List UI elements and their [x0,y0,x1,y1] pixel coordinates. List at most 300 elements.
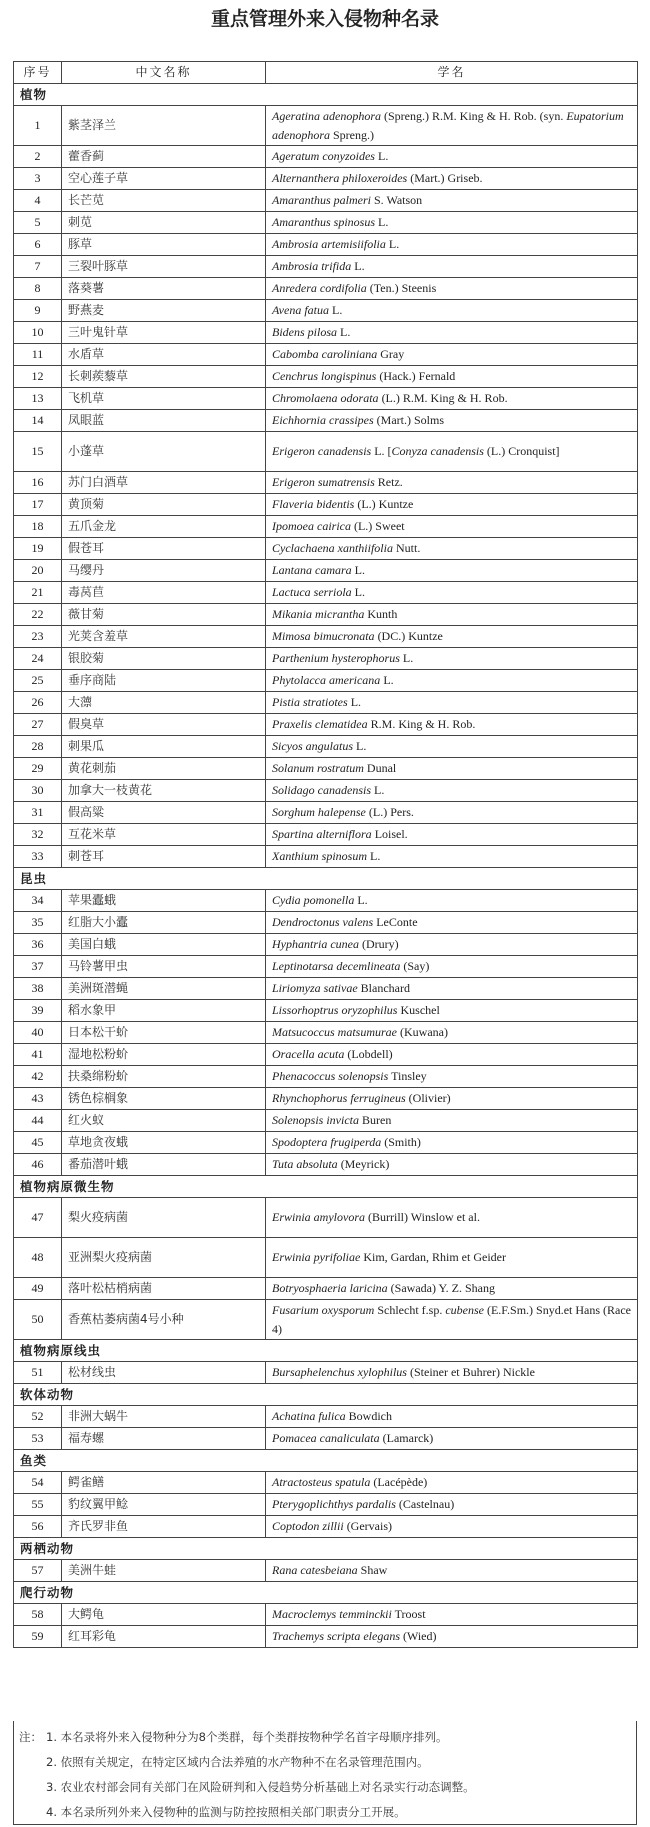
chinese-name: 空心莲子草 [62,168,266,190]
row-number: 39 [14,1000,62,1022]
scientific-name [266,1238,638,1278]
chinese-name: 三裂叶豚草 [62,256,266,278]
scientific-name-italic: Macroclemys temminckii [272,1607,392,1621]
chinese-name: 梨火疫病菌 [62,1198,266,1238]
table-row [14,1278,638,1300]
scientific-name-authority: R.M. King & H. Rob. [367,717,476,731]
row-number: 16 [14,472,62,494]
scientific-name-authority: (Castelnau) [395,1497,455,1511]
scientific-name-italic: Sicyos angulatus [272,739,353,753]
table-row [14,956,638,978]
row-number: 43 [14,1088,62,1110]
scientific-name [266,366,638,388]
chinese-name: 香蕉枯萎病菌4号小种 [62,1300,266,1340]
scientific-name [266,758,638,780]
scientific-name-authority: (Ten.) Steenis [366,281,437,295]
table-row [14,538,638,560]
category-label: 植物病原线虫 [14,1340,638,1362]
row-number: 9 [14,300,62,322]
table-row [14,1406,638,1428]
table-row [14,366,638,388]
chinese-name: 互花米草 [62,824,266,846]
row-number: 17 [14,494,62,516]
notes-lead: 注： [19,1730,42,1744]
species-table [13,61,638,1648]
scientific-name-authority: L. [351,585,366,599]
table-row [14,582,638,604]
scientific-name-italic: Ageratum conyzoides [272,149,375,163]
scientific-name-authority: (E.F.Sm.) Snyd.et Hans (Race 4) [272,1302,632,1336]
scientific-name-italic: Spartina alterniflora [272,827,372,841]
scientific-name-italic: Achatina fulica [272,1409,346,1423]
row-number: 12 [14,366,62,388]
note-text: 3. 农业农村部会同有关部门在风险研判和入侵趋势分析基础上对名录实行动态调整。 [46,1780,475,1794]
table-row [14,1494,638,1516]
chinese-name: 刺果瓜 [62,736,266,758]
chinese-name: 苏门白酒草 [62,472,266,494]
row-number: 38 [14,978,62,1000]
chinese-name: 大鳄龟 [62,1604,266,1626]
scientific-name-authority: (L.) R.M. King & H. Rob. [378,391,508,405]
scientific-name-authority: Retz. [374,475,403,489]
chinese-name: 飞机草 [62,388,266,410]
chinese-name: 假臭草 [62,714,266,736]
scientific-name [266,410,638,432]
table-row [14,388,638,410]
scientific-name-italic: Flaveria bidentis [272,497,355,511]
scientific-name-italic: Eupatorium adenophora [272,108,624,142]
scientific-name-authority: (Smith) [381,1135,421,1149]
scientific-name [266,212,638,234]
row-number: 35 [14,912,62,934]
scientific-name [266,582,638,604]
chinese-name: 五爪金龙 [62,516,266,538]
chinese-name: 毒莴苣 [62,582,266,604]
scientific-name-authority: L. [351,259,365,273]
scientific-name-authority: Dunal [363,761,397,775]
category-label: 昆虫 [14,868,638,890]
scientific-name [266,432,638,472]
table-row [14,1472,638,1494]
note-line [14,1800,636,1825]
table-row [14,1066,638,1088]
table-row [14,1626,638,1648]
chinese-name: 假苍耳 [62,538,266,560]
category-row [14,1538,638,1560]
scientific-name-italic: Xanthium spinosum [272,849,368,863]
scientific-name [266,978,638,1000]
chinese-name: 湿地松粉蚧 [62,1044,266,1066]
header-chinese-name: 中文名称 [62,62,266,84]
table-row [14,146,638,168]
chinese-name: 假高粱 [62,802,266,824]
chinese-name: 三叶鬼针草 [62,322,266,344]
scientific-name-italic: cubense [445,1302,484,1317]
row-number: 36 [14,934,62,956]
scientific-name-authority: (Wied) [400,1629,437,1643]
category-row [14,1340,638,1362]
scientific-name-italic: Avena fatua [272,303,329,317]
chinese-name: 稻水象甲 [62,1000,266,1022]
scientific-name-italic: Botryosphaeria laricina [272,1281,388,1295]
scientific-name [266,472,638,494]
chinese-name: 水盾草 [62,344,266,366]
chinese-name: 齐氏罗非鱼 [62,1516,266,1538]
note-line [14,1775,636,1800]
scientific-name-authority: L. [347,695,362,709]
table-row [14,714,638,736]
scientific-name-authority: Troost [391,1607,426,1621]
scientific-name-italic: Coptodon zillii [272,1519,344,1533]
scientific-name [266,1560,638,1582]
chinese-name: 薇甘菊 [62,604,266,626]
category-row [14,1450,638,1472]
scientific-name [266,190,638,212]
scientific-name [266,1494,638,1516]
table-header-row [14,62,638,84]
table-row [14,978,638,1000]
scientific-name-authority: L. [351,563,366,577]
row-number: 45 [14,1132,62,1154]
row-number: 37 [14,956,62,978]
scientific-name [266,604,638,626]
table-row [14,472,638,494]
row-number: 47 [14,1198,62,1238]
scientific-name-italic: Pterygoplichthys pardalis [272,1497,396,1511]
row-number: 8 [14,278,62,300]
scientific-name-authority: LeConte [373,915,418,929]
table-row [14,1516,638,1538]
table-row [14,846,638,868]
row-number: 6 [14,234,62,256]
row-number: 15 [14,432,62,472]
scientific-name-italic: Mimosa bimucronata [272,629,375,643]
scientific-name [266,714,638,736]
row-number: 53 [14,1428,62,1450]
scientific-name-italic: Ipomoea cairica [272,519,351,533]
scientific-name-authority: (L.) Kuntze [354,497,414,511]
chinese-name: 日本松干蚧 [62,1022,266,1044]
scientific-name-italic: Chromolaena odorata [272,391,379,405]
row-number: 34 [14,890,62,912]
scientific-name-authority: Kim, Gardan, Rhim et Geider [360,1250,506,1264]
scientific-name-italic: Liriomyza sativae [272,981,358,995]
scientific-name [266,956,638,978]
chinese-name: 垂序商陆 [62,670,266,692]
scientific-name [266,256,638,278]
table-row [14,190,638,212]
scientific-name [266,1088,638,1110]
table-row [14,824,638,846]
row-number: 50 [14,1300,62,1340]
scientific-name-authority: Kunth [364,607,398,621]
table-row [14,1300,638,1340]
table-row [14,1362,638,1384]
scientific-name-italic: Spodoptera frugiperda [272,1135,382,1149]
scientific-name-authority: Schlecht f.sp. [374,1302,446,1317]
scientific-name-authority: Buren [359,1113,392,1127]
row-number: 59 [14,1626,62,1648]
scientific-name-authority: (Lamarck) [379,1431,434,1445]
row-number: 48 [14,1238,62,1278]
scientific-name [266,168,638,190]
scientific-name [266,780,638,802]
chinese-name: 加拿大一枝黄花 [62,780,266,802]
category-row [14,1582,638,1604]
scientific-name [266,692,638,714]
chinese-name: 锈色棕榈象 [62,1088,266,1110]
chinese-name: 小蓬草 [62,432,266,472]
scientific-name-authority: L. [380,673,394,687]
scientific-name-italic: Cabomba caroliniana [272,347,378,361]
scientific-name-italic: Praxelis clematidea [272,717,368,731]
scientific-name-authority: (DC.) Kuntze [374,629,443,643]
scientific-name-authority: (Meyrick) [337,1157,390,1171]
row-number: 19 [14,538,62,560]
row-number: 26 [14,692,62,714]
row-number: 46 [14,1154,62,1176]
scientific-name [266,824,638,846]
table-row [14,516,638,538]
chinese-name: 番茄潜叶蛾 [62,1154,266,1176]
table-row [14,1110,638,1132]
scientific-name-italic: Sorghum halepense [272,805,366,819]
chinese-name: 红耳彩龟 [62,1626,266,1648]
table-body [14,84,638,1648]
scientific-name-authority: (Sawada) Y. Z. Shang [387,1281,495,1295]
chinese-name: 银胶菊 [62,648,266,670]
scientific-name [266,538,638,560]
scientific-name [266,934,638,956]
scientific-name-authority: (Kuwana) [396,1025,448,1039]
scientific-name-authority: (Lacépède) [370,1475,428,1489]
scientific-name-authority: (L.) Cronquist] [483,444,560,458]
row-number: 51 [14,1362,62,1384]
scientific-name-italic: Cenchrus longispinus [272,369,377,383]
scientific-name-authority: (Olivier) [405,1091,451,1105]
chinese-name: 野燕麦 [62,300,266,322]
chinese-name: 黄顶菊 [62,494,266,516]
category-label: 软体动物 [14,1384,638,1406]
table-row [14,1604,638,1626]
table-row [14,494,638,516]
table-row [14,1000,638,1022]
header-number: 序号 [14,62,62,84]
scientific-name-italic: Lissorhoptrus oryzophilus [272,1003,398,1017]
scientific-name-authority: Shaw [357,1563,388,1577]
category-row [14,868,638,890]
scientific-name-italic: Ageratina adenophora [272,108,381,123]
row-number: 42 [14,1066,62,1088]
scientific-name-italic: Lactuca serriola [272,585,352,599]
table-row [14,736,638,758]
table-row [14,322,638,344]
note-line [14,1725,636,1750]
row-number: 28 [14,736,62,758]
table-row [14,692,638,714]
table-row [14,256,638,278]
scientific-name [266,1472,638,1494]
scientific-name [266,670,638,692]
scientific-name-italic: Hyphantria cunea [272,937,359,951]
note-text: 4. 本名录所列外来入侵物种的监测与防控按照相关部门职责分工开展。 [46,1805,406,1819]
scientific-name [266,388,638,410]
row-number: 57 [14,1560,62,1582]
scientific-name-authority: L. [367,849,381,863]
table-row [14,1088,638,1110]
scientific-name-italic: Ambrosia trifida [272,259,352,273]
table-row [14,212,638,234]
scientific-name-italic: Erwinia amylovora [272,1210,365,1224]
scientific-name [266,1428,638,1450]
table-row [14,912,638,934]
table-row [14,344,638,366]
chinese-name: 鳄雀鳝 [62,1472,266,1494]
scientific-name-authority: Blanchard [357,981,410,995]
row-number: 44 [14,1110,62,1132]
row-number: 29 [14,758,62,780]
table-row [14,106,638,146]
row-number: 49 [14,1278,62,1300]
chinese-name: 藿香蓟 [62,146,266,168]
scientific-name-italic: Leptinotarsa decemlineata [272,959,401,973]
scientific-name [266,1000,638,1022]
scientific-name [266,106,638,146]
scientific-name [266,494,638,516]
row-number: 52 [14,1406,62,1428]
scientific-name-authority: L. [353,739,367,753]
scientific-name-italic: Matsucoccus matsumurae [272,1025,397,1039]
scientific-name-italic: Erigeron sumatrensis [272,475,375,489]
table-row [14,278,638,300]
table-row [14,1022,638,1044]
row-number: 30 [14,780,62,802]
row-number: 10 [14,322,62,344]
scientific-name [266,516,638,538]
row-number: 54 [14,1472,62,1494]
table-row [14,670,638,692]
chinese-name: 豚草 [62,234,266,256]
row-number: 58 [14,1604,62,1626]
chinese-name: 苹果蠹蛾 [62,890,266,912]
scientific-name-authority: L. [375,215,389,229]
category-label: 爬行动物 [14,1582,638,1604]
row-number: 24 [14,648,62,670]
table-row [14,1154,638,1176]
scientific-name [266,1406,638,1428]
scientific-name [266,146,638,168]
scientific-name-italic: Lantana camara [272,563,352,577]
category-label: 植物病原微生物 [14,1176,638,1198]
category-row [14,84,638,106]
scientific-name-authority: Loisel. [371,827,408,841]
row-number: 5 [14,212,62,234]
row-number: 56 [14,1516,62,1538]
scientific-name-authority: (Hack.) Fernald [376,369,456,383]
scientific-name-authority: (Mart.) Solms [373,413,445,427]
scientific-name-authority: (Say) [400,959,430,973]
scientific-name-authority: (Drury) [358,937,399,951]
row-number: 33 [14,846,62,868]
scientific-name-authority: L. [374,149,389,163]
table-row [14,1560,638,1582]
chinese-name: 落叶松枯梢病菌 [62,1278,266,1300]
chinese-name: 福寿螺 [62,1428,266,1450]
scientific-name [266,1044,638,1066]
scientific-name [266,1132,638,1154]
scientific-name [266,1154,638,1176]
scientific-name-italic: Cyclachaena xanthiifolia [272,541,393,555]
scientific-name-italic: Oracella acuta [272,1047,345,1061]
scientific-name-authority: (L.) Sweet [350,519,405,533]
scientific-name-italic: Amaranthus palmeri [272,193,371,207]
category-row [14,1176,638,1198]
scientific-name [266,322,638,344]
scientific-name-italic: Alternanthera philoxeroides [272,171,408,185]
header-scientific-name: 学名 [266,62,638,84]
chinese-name: 红火蚁 [62,1110,266,1132]
table-row [14,934,638,956]
table-row [14,780,638,802]
scientific-name-italic: Ambrosia artemisiifolia [272,237,386,251]
scientific-name-italic: Amaranthus spinosus [272,215,376,229]
chinese-name: 光荚含羞草 [62,626,266,648]
notes-section [13,1721,637,1825]
scientific-name-italic: Dendroctonus valens [272,915,374,929]
table-row [14,648,638,670]
chinese-name: 扶桑绵粉蚧 [62,1066,266,1088]
scientific-name [266,344,638,366]
table-row [14,1198,638,1238]
scientific-name [266,890,638,912]
table-row [14,410,638,432]
chinese-name: 刺苋 [62,212,266,234]
table-row [14,1238,638,1278]
scientific-name-italic: Eichhornia crassipes [272,413,374,427]
scientific-name-italic: Pomacea canaliculata [272,1431,380,1445]
row-number: 2 [14,146,62,168]
chinese-name: 美洲斑潜蝇 [62,978,266,1000]
scientific-name-italic: Phytolacca americana [272,673,381,687]
table-row [14,300,638,322]
scientific-name-authority: Spreng.) [330,127,374,142]
scientific-name [266,1604,638,1626]
scientific-name-authority: (Mart.) Griseb. [407,171,483,185]
chinese-name: 松材线虫 [62,1362,266,1384]
scientific-name-italic: Pistia stratiotes [272,695,348,709]
scientific-name-authority: L. [354,893,368,907]
chinese-name: 长刺蒺藜草 [62,366,266,388]
scientific-name-authority: Nutt. [392,541,421,555]
scientific-name-italic: Rana catesbeiana [272,1563,358,1577]
scientific-name-italic: Erwinia pyrifoliae [272,1250,361,1264]
scientific-name [266,234,638,256]
row-number: 13 [14,388,62,410]
chinese-name: 黄花刺茄 [62,758,266,780]
scientific-name-italic: Solenopsis invicta [272,1113,359,1127]
scientific-name-italic: Bursaphelenchus xylophilus [272,1365,407,1379]
scientific-name-authority: (Lobdell) [344,1047,393,1061]
row-number: 18 [14,516,62,538]
chinese-name: 落葵薯 [62,278,266,300]
scientific-name [266,1278,638,1300]
chinese-name: 红脂大小蠹 [62,912,266,934]
scientific-name [266,1198,638,1238]
row-number: 4 [14,190,62,212]
scientific-name [266,912,638,934]
scientific-name-authority: (L.) Pers. [365,805,414,819]
chinese-name: 长芒苋 [62,190,266,212]
